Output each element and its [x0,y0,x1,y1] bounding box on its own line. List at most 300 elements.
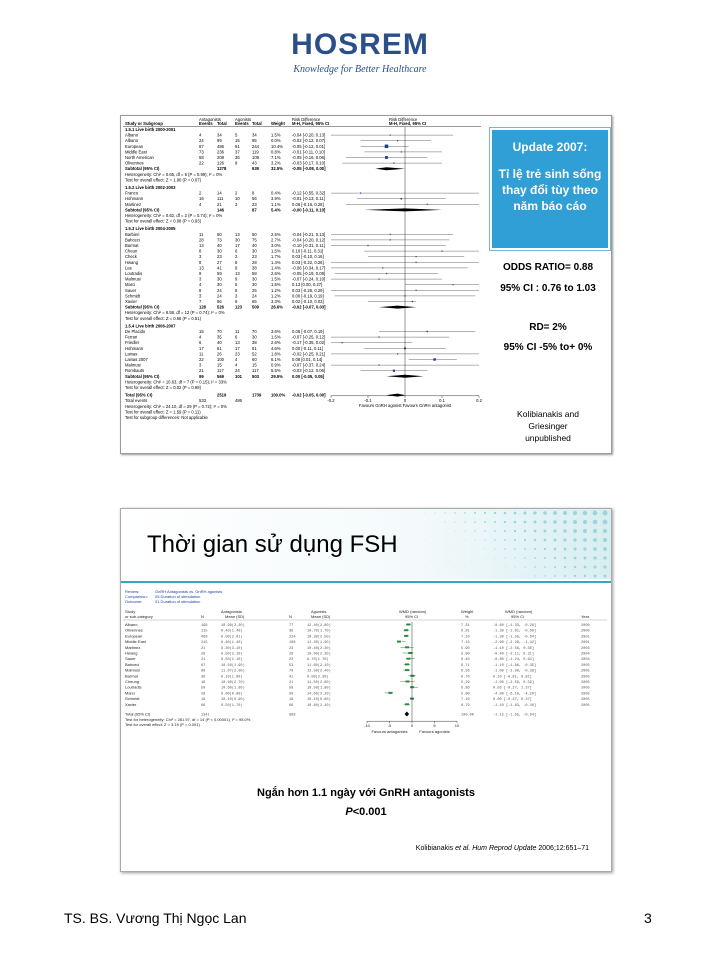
decor-dot [504,548,505,549]
study-row-cell: -0.01 [-0.13, 0.11] [292,196,325,202]
subtotal-row-cell: 1278 [217,166,227,172]
decor-dot [415,531,416,532]
study-row-mean2: 10.30(2.50) [307,635,331,640]
h-weight: Weight [461,609,474,614]
study-row-cell: 0.08 [0.01, 0.14] [292,357,323,362]
study-row-mean1: 10.60(1.80) [221,686,245,691]
h-pct: % [465,614,469,619]
study-row-cell: 23 [235,351,240,357]
study-row-cell: Martinez [125,201,142,207]
group-title: 1.5.2 Live birth 2002-2003 [125,185,176,190]
study-row-cell: -0.04 [-0.20, 0.12] [292,237,326,243]
update-body: Tỉ lệ trẻ sinh sống thay đổi tùy theo năm báo cáo [498,167,602,213]
decor-dot [583,538,587,542]
decor-dot [553,529,556,532]
total-row-cell: 2519 [217,392,227,398]
decor-dot [573,547,576,550]
h-ci2: 95% CI [511,614,525,619]
study-row-cell: 11 [199,351,204,357]
study-row-cell: 0.9% [271,362,281,368]
decor-dot [604,575,607,578]
decor-dot [425,567,426,568]
subtotal-row-cell: 128 [199,304,206,310]
study-row-n2: 30 [289,692,294,697]
study-row-cell: 8 [199,259,202,265]
heterogeneity: Test for heterogeneity: Chi² = 281.97, df = 14 (P < 0.00001), I² = 95.0% [125,717,251,723]
decor-dot [583,520,587,524]
study-row-cell: Rombauts [125,368,145,374]
study-row-study: Barmat [125,673,138,679]
study-row-year: 2005 [581,681,590,685]
decor-dot [465,558,466,559]
decor-dot [603,538,607,542]
study-row-weight: 7.15 [461,641,470,646]
study-row-cell: 50 [217,231,222,237]
study-row-weight: 7.10 [461,635,470,640]
subtotal-row-cell: 146 [217,207,224,213]
total-row-diamond [405,712,410,717]
header-rd: Risk Difference [292,117,321,122]
decor-dot [603,556,606,559]
decor-dot [435,567,436,568]
subtotal-row-cell: 87 [252,207,257,213]
decor-dot [603,529,607,533]
total-row-cell: Total (95% CI) [125,392,153,398]
study-row-cell: 6 [235,248,238,254]
title-rule [121,581,611,583]
decor-dot [405,549,406,550]
decor-dot [495,567,496,568]
study-row-cell: -0.03 [-0.12, 0.06] [292,368,326,374]
study-row-point [385,156,388,159]
study-row-point [386,273,387,274]
x-tick-label: 0.2 [476,397,482,403]
outcome-value: 01 Duration of stimulation [155,599,201,604]
study-row-cell: 486 [217,143,224,149]
decor-dot [603,565,606,568]
header-mh-plot: M-H, Fixed, 95% CI [389,121,427,126]
h-ci: 95% CI [405,614,419,619]
study-row-cell: 50 [252,231,257,237]
source-line-1: Kolibianakis and [517,409,579,419]
odds-ratio-text: ODDS RATIO= 0.88 [502,262,594,273]
h-year: Year [581,614,590,619]
study-row-weight: 6.91 [461,629,470,634]
study-row-n1: 21 [201,646,206,651]
subtotal-row-cell: -0.05 [-0.08, 0.00] [292,166,326,172]
study-row-n2: 53 [289,663,294,668]
decor-dot [494,539,495,540]
decor-dot [603,520,608,525]
overall-test: Test for overall effect: Z = 0.08 (P = 0.93) [125,218,201,224]
study-row-point [390,135,391,136]
study-row-wmd: -1.09 [-2.00, -0.38] [493,669,537,674]
study-row-weight: 7.10 [461,698,470,703]
study-row-cell: -0.05 [-0.16, 0.06] [292,155,326,160]
decor-dot [425,531,426,532]
subtotal-row-cell: 509 [252,304,259,310]
x-tick-label: 0 [403,397,407,403]
study-row-cell: 95 [252,138,257,144]
study-row-cell: 66 [217,299,222,304]
study-row-cell: -0.01 [-0.11, 0.10] [292,149,325,155]
study-row-cell: 1.4% [271,259,281,265]
study-row-cell: 61 [252,345,257,351]
study-row-cell: 3 [199,362,202,368]
study-row-cell: 30 [217,282,222,288]
decor-dot [465,567,466,568]
study-row-weight: 7.31 [461,624,470,628]
study-row-cell: 117 [217,368,224,374]
study-row-mean1: 9.10(1.80) [221,675,243,680]
header-agonists: Agonists [235,117,252,122]
study-row-cell: 0.02 [-0.10, 0.03] [292,299,324,304]
study-row-wmd: 0.00 [-0.37, 0.37] [493,698,532,703]
study-row-cell: 22 [199,160,204,166]
decor-dot [544,539,547,542]
subtotal-row-cell: 526 [217,304,224,310]
x-tick-label: 0 [410,723,414,729]
decor-dot [475,540,476,541]
decor-dot [504,530,506,532]
decor-dot [464,521,465,522]
decor-dot [485,576,486,577]
study-row-mean1: 9.00(0.90) [221,692,243,697]
study-row-cell: 65 [252,299,257,304]
study-row-cell: 0.03 [-0.22, 0.26] [292,259,324,265]
study-row-weight: 6.70 [461,675,470,680]
risk-difference-text: RD= 2% [529,322,567,333]
study-row-cell: -0.04 [-0.20, 0.13] [292,132,326,138]
study-row-cell: Bahceci [125,237,140,243]
total-row-study: Total (95% CI) [125,711,151,717]
study-row-wmd: -2.90 [-2.28, -1.42] [493,641,537,646]
decor-dot [435,531,436,532]
heterogeneity: Heterogeneity: Chi² = 10.63, df = 7 (P = 0.15); I² = 33% [125,379,227,385]
decor-dot [533,511,536,514]
study-row-cell: 14 [217,190,222,196]
study-row-cell: 43 [252,160,257,166]
decor-dot [534,548,536,550]
study-row-cell: 2 [199,190,202,196]
study-row-cell: 11 [199,231,204,237]
decor-dot [514,512,517,515]
study-row-n1: 29 [201,692,206,697]
study-row-mean2: 10.50(1.80) [307,686,331,691]
group-title: 1.5.4 Live birth 2006-2007 [125,323,176,329]
page-number: 3 [644,910,652,926]
study-row-point [416,262,417,263]
study-row-n2: 77 [289,624,294,628]
study-row-cell: 87 [199,143,204,149]
header-total2: Total [252,121,262,126]
decor-dot [574,566,576,568]
study-row-cell: 119 [252,149,259,155]
study-row-cell: 4 [199,132,202,138]
study-row-mean1: 8.40(1.40) [221,641,243,646]
header-events: Events [199,121,213,126]
decor-dot [563,520,567,524]
study-row-cell: 5 [235,282,238,288]
header-study: Study or Subgroup [125,121,163,126]
study-row-point [397,641,401,643]
study-row-cell: 73 [199,149,204,155]
study-row-cell: Ferrari [125,334,138,340]
study-row-point [367,245,368,246]
header-weight: Weight [271,121,285,126]
decor-dot [514,521,517,524]
study-row-point [441,251,442,252]
study-row-cell: 17 [235,243,240,248]
decor-dot [534,539,536,541]
decor-dot [405,558,406,559]
study-row-mean1: 9.40(1.40) [221,629,243,634]
decor-dot [554,575,556,577]
study-row-mean2: 14.60(3.20) [307,692,331,697]
decor-dot [465,576,466,577]
decor-dot [544,548,546,550]
h-wmd: WMD (random) [399,609,427,614]
study-row-cell: 13 [235,271,240,276]
study-row-point [408,652,412,654]
study-row-wmd: -0.80 [-1.33, -0.26] [493,624,537,628]
x-tick-label: -10 [364,723,370,729]
review-value: GnRH Antagonists vs. GnRH agonists [155,589,223,594]
study-row-weight: 6.79 [461,703,470,708]
decor-dot [455,549,456,550]
decor-dot [484,530,486,532]
study-row-cell: 73 [217,237,222,243]
study-row-cell: 8 [199,287,202,293]
study-row-cell: 1.1% [271,201,281,207]
decor-dot [495,558,496,559]
subtotal-row-cell: 0.00 [-0.05, 0.05] [292,373,325,379]
study-row-n2: 28 [289,652,294,657]
cite-rest: 2006;12:651–71 [536,845,589,852]
overall-test: Test for overall effect: Z = 1.90 (P = 0.07) [125,177,201,183]
header-total: Total [217,121,227,126]
study-row-wmd: 0.03 [-0.27, 1.37] [493,686,532,691]
decor-dot [593,538,597,542]
study-row-cell: 35 [217,334,222,340]
study-row-cell: Lainas [125,351,138,357]
study-row-cell: 2 [235,254,238,260]
study-row-point [390,234,391,235]
decor-dot [584,575,586,577]
decor-dot [544,557,546,559]
decor-dot [504,557,505,558]
study-row-point [390,239,391,240]
study-row-cell: 59 [217,271,222,276]
study-row-n1: 28 [201,652,206,657]
study-row-cell: 2 [235,190,238,196]
decor-dot [495,576,496,577]
study-row-cell: 17 [235,345,240,351]
h-mean: Mean (SD) [225,614,245,619]
study-row-mean2: 10.10(0.80) [307,698,331,703]
study-row-point [342,342,343,343]
study-row-weight: 5.29 [461,681,470,685]
decor-dot [573,538,576,541]
decor-dot [524,539,526,541]
study-row-cell: 6 [199,340,202,346]
study-row-weight: 6.56 [461,669,470,674]
x-tick-label: 0.1 [439,397,445,403]
decor-dot [594,566,597,569]
decor-dot [455,576,456,577]
study-row-point [416,256,417,257]
study-row-cell: -0.05 [-0.19, 0.09] [292,271,326,276]
header-antagonists: Antagonists [199,117,221,122]
study-row-mean1: 9.00(2.01) [221,635,243,640]
heterogeneity: Heterogeneity: Chi² = 0.62, df = 2 (P = 0.74); I² = 0% [125,213,223,218]
subtotal-row-cell: 32.5% [271,166,283,172]
decor-dot [543,511,547,515]
study-row-year: 2001 [581,641,590,646]
study-row-cell: 25 [252,287,257,293]
study-row-cell: 38 [252,265,257,271]
conclusion-text: Ngắn hơn 1.1 ngày với GnRH antagonists [257,787,475,799]
study-row-cell: -0.07 [-0.37, 0.24] [292,362,326,368]
x-tick-label: -0.1 [364,397,372,403]
decor-dot [445,522,446,523]
study-row-n2: 18 [289,698,294,703]
decor-dot [484,512,486,514]
study-row-cell: -0.06 [-0.34, 0.17] [292,265,326,271]
study-row-year: 2005 [581,663,590,668]
decor-dot [504,539,506,541]
x-tick-label: 5 [433,723,436,729]
study-row-cell: 40 [217,340,222,346]
study-row-weight: 5.90 [461,692,470,697]
study-row-n1: 468 [201,635,208,640]
source-note [488,408,608,444]
study-row-cell: -0.17 [-0.35, 0.02] [292,340,326,346]
study-row-cell: Barmat [125,243,139,248]
decor-dot [593,511,598,516]
study-row-cell: 70 [252,329,257,334]
subtotal-row-cell: Subtotal (95% CI) [125,373,160,379]
study-row-cell: Cheun [125,248,138,254]
decor-dot [435,549,436,550]
study-row-year: 2005 [581,703,590,708]
study-row-study: Cheung [125,679,140,684]
decor-dot [524,548,526,550]
decor-dot [583,511,587,515]
decor-dot [425,513,426,514]
study-row-cell: 1.2% [271,293,281,299]
study-row-mean2: 12.40(2.80) [307,624,331,628]
decor-dot [405,540,406,541]
study-row-point [406,658,410,660]
update-title: Update 2007: [512,140,588,154]
study-row-cell: -0.02 [-0.12, 0.07] [292,138,326,144]
decor-dot [524,521,527,524]
study-row-cell: Hohmann [125,345,144,351]
study-row-cell: 1.5% [271,282,281,288]
study-row-point [382,267,383,268]
h-agon: Agonists [311,609,327,614]
study-row-cell: Schmidt [125,293,141,299]
decor-dot [554,539,557,542]
study-row-cell: 34 [252,132,257,138]
study-row-cell: 0.00 [-0.11, 0.11] [292,345,324,351]
decor-dot [405,522,406,523]
decor-dot [445,567,446,568]
study-row-cell: 22 [199,357,204,362]
subtotal-row-cell: Subtotal (95% CI) [125,166,160,172]
decor-dot [465,549,466,550]
study-row-mean2: 11.50(2.60) [307,681,331,685]
study-row-cell: 0.4% [271,190,281,196]
study-row-cell: 2.6% [271,271,281,276]
study-row-study: Xavier [125,701,137,707]
study-row-cell: 9 [235,276,238,282]
study-row-cell: 91 [235,143,240,149]
decor-dot [534,575,535,576]
decor-dot [554,548,557,551]
decor-dot [475,549,476,550]
decor-dot [554,566,556,568]
decor-dot [415,549,416,550]
comparison-value: 05 Duration of stimulation [155,594,201,599]
study-row-year: 2005 [581,669,590,674]
study-row-wmd: -1.10 [-1.83, -0.46] [493,703,537,708]
update-2007-box [490,128,610,250]
study-row-cell: Malmusi [125,276,141,282]
p-rest: <0.001 [352,806,387,818]
study-row-year: 2005 [581,675,590,680]
study-row-cell: Malmusi [125,362,141,368]
decor-dot [425,540,426,541]
decor-dot [583,529,587,533]
study-row-cell: 34 [217,132,222,138]
subtotal-row-cell: 5.4% [271,207,281,213]
study-row-point [401,151,402,152]
study-row-cell: 3 [199,276,202,282]
overall-effect: Test for overall effect: Z = 3.19 (P = 0.001) [125,722,200,728]
group-title: 1.5.3 Live birth 2004-2005 [125,226,176,232]
study-row-cell: 3.3% [271,299,281,304]
study-row-cell: 0.03 [-0.26, 0.29] [292,287,324,293]
decor-dot [494,521,496,523]
subtotal-row-cell: 99 [199,373,204,379]
study-row-cell: -0.02 [-0.25, 0.21] [292,351,326,357]
study-row-mean2: 9.00(2.30) [307,675,329,680]
study-row-cell: Xavier [125,299,137,304]
forest-plot-fsh-duration [121,589,611,774]
study-row-study: Marci [125,690,135,696]
study-row-year: 2000 [581,624,590,628]
study-row-mean2: 11.60(2.10) [307,663,331,668]
cite-journal: et al. Hum Reprod Update [455,845,537,852]
study-row-cell: 23 [252,201,257,207]
study-row-mean1: 9.50(2.10) [221,652,243,657]
review-label: Review: [125,589,140,594]
study-row-cell: 13 [199,265,204,271]
subtotal-row-cell: 29.5% [271,373,283,379]
rd-ci-text: 95% CI -5% to+ 0% [503,342,593,353]
study-row-cell: 13 [199,243,204,248]
subtotal-row-cell: 569 [217,373,224,379]
footer-author: TS. BS. Vương Thị Ngọc Lan [64,910,247,926]
decor-dot [553,511,557,515]
study-row-point [426,331,427,332]
heterogeneity: Heterogeneity: Chi² = 0.65, df = 5 (P = 0.99); I² = 0% [125,171,223,177]
decor-dot [584,557,587,560]
study-row-n1: 198 [201,624,208,628]
p-value [121,806,611,818]
